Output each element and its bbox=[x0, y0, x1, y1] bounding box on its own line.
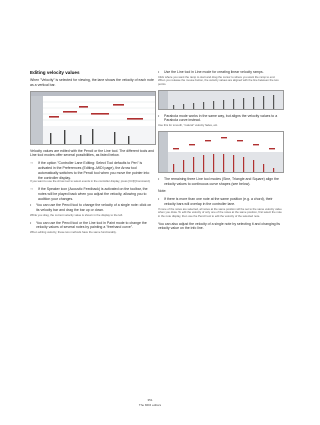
bullet-text: Use the Line tool in Line mode for creating linear velocity ramps. bbox=[164, 70, 264, 74]
section-heading: Editing velocity values bbox=[30, 70, 80, 75]
arrow-right-icon: ⇒ bbox=[30, 161, 33, 166]
note-detail: If you want to use the Arrow tool to select events in the controller display, press [Ctrl]/[Command]. bbox=[30, 179, 151, 184]
bullet-text: If there is more than one note at the same position (e.g. a chord), their velocity bars will overlap in the controller lane. bbox=[164, 197, 273, 206]
bullet-text: You can use the Pencil tool to change the velocity of a single note: click on its velocity bar and drag the bar up or down. bbox=[36, 203, 152, 213]
bullet-text: Parabola mode works in the same way, but aligns the velocity values to a Parabola curve instead. bbox=[164, 113, 278, 123]
bullet-item bbox=[158, 177, 282, 187]
bullet-detail: If none of the notes are selected, all notes at the same position will be set to the same velocity value when you draw. To edit the velocity of only one of the notes at the same position, first select the note in the note display, then use the Pencil tool to edit the velocity of the selected note. bbox=[158, 206, 282, 218]
bullet-icon: • bbox=[158, 70, 160, 74]
parabola-screenshot bbox=[158, 131, 284, 173]
chapter-title: The MIDI editors bbox=[138, 403, 162, 407]
bullet-icon: • bbox=[158, 176, 160, 181]
bullet-icon: • bbox=[158, 113, 160, 118]
bullet-icon: • bbox=[158, 197, 160, 202]
arrow-right-icon: ⇒ bbox=[30, 186, 33, 191]
bullet-text: The remaining three Line tool modes (Sine, Triangle and Square) align the velocity values to continuous curve shapes (see below). bbox=[164, 176, 279, 186]
bullet-detail: Click where you want the ramp to start and drag the cursor to where you want the ramp to end. When you release the mouse button, the velocity values are aligned with the line between the two points. bbox=[158, 74, 279, 86]
bullet-text: You can use the Pencil tool or the Line tool in Paint mode to change the velocity values of several notes by painting a "freehand curve". bbox=[36, 220, 147, 230]
bullet-item bbox=[30, 221, 154, 231]
bullet-icon: • bbox=[30, 203, 32, 208]
closing-paragraph: You can also adjust the velocity of a single note by selecting it and changing its velocity value on the info line. bbox=[158, 221, 281, 231]
page-number: 351 bbox=[147, 398, 153, 402]
note-item bbox=[30, 161, 154, 180]
note-text: If the Speaker icon (Acoustic Feedback) is activated on the toolbar, the notes will be played back when you adjust the velocity, allowing you to audition your changes. bbox=[38, 186, 148, 201]
tools-paragraph: Velocity values are edited with the Pencil or the Line tool. The different tools and Line tool modes offer several possibilities, as listed below. bbox=[30, 148, 155, 158]
bullet-detail: Use this for smooth, "natural" velocity fades, etc. bbox=[158, 123, 218, 128]
bullet-icon: • bbox=[30, 220, 32, 225]
velocity-lane-screenshot bbox=[30, 91, 156, 145]
bullet-detail: While you drag, the current velocity value is shown in the display to the left. bbox=[30, 212, 123, 217]
bullet-detail: When editing velocity, these two methods have the same functionality. bbox=[30, 230, 117, 235]
bullet-item bbox=[30, 203, 154, 213]
right-column bbox=[158, 70, 282, 234]
note-item bbox=[30, 187, 154, 201]
bullet-item bbox=[158, 114, 282, 124]
bullet-item bbox=[158, 197, 282, 207]
note-label: Note: bbox=[158, 189, 167, 194]
left-column bbox=[30, 70, 154, 238]
intro-paragraph: When "Velocity" is selected for viewing, the lane shows the velocity of each note as a vertical bar. bbox=[30, 78, 154, 87]
line-ramp-screenshot bbox=[158, 90, 284, 110]
note-text: If the option "Controller Lane Editing: Select Tool defaults to Pen" is activated in the Preferences (Editing–MIDI page), the Arrow tool automatically switches to the Pencil tool when you move the pointer into the controller display. bbox=[38, 161, 150, 180]
